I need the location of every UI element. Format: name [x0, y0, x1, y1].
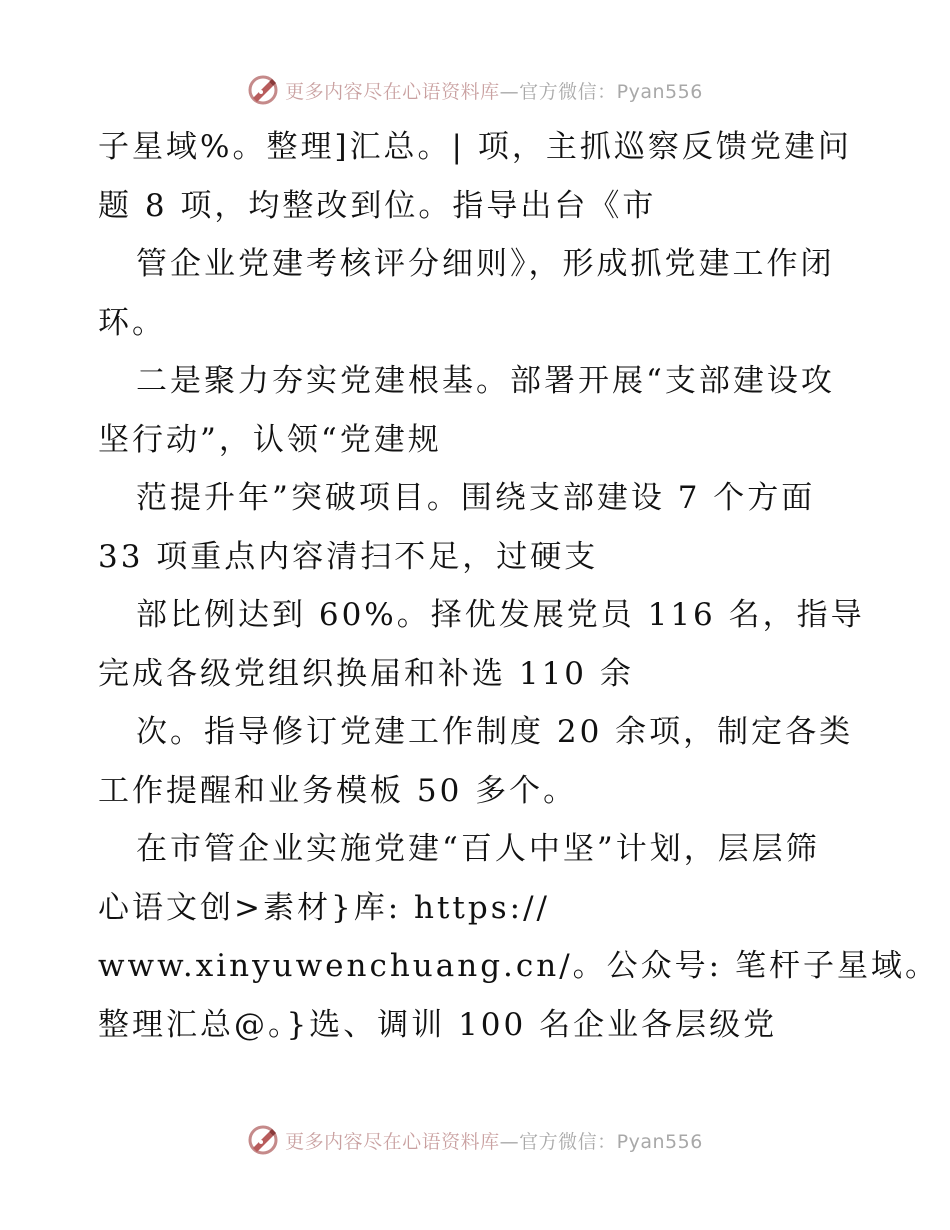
body-line: 坚行动”，认领“党建规 — [98, 421, 442, 458]
body-line: 心语文创>素材}库: https:// — [98, 889, 550, 926]
footer-watermark — [0, 1120, 950, 1160]
pen-nib-logo-icon — [247, 74, 279, 106]
body-line: 环。 — [98, 304, 166, 341]
body-line: www.xinyuwenchuang.cn/。公众号: 笔杆子星域。 — [98, 948, 939, 984]
body-line: 子星域%。整理]汇总。| 项，主抓巡察反馈党建问 — [98, 129, 852, 165]
body-line: 部比例达到 60%。择优发展党员 116 名，指导 — [136, 597, 865, 633]
body-line: 二是聚力夯实党建根基。部署开展“支部建设攻 — [136, 363, 835, 399]
header-watermark — [0, 70, 950, 110]
document-body — [98, 118, 939, 1054]
watermark-text — [285, 77, 703, 104]
body-line: 范提升年”突破项目。围绕支部建设 7 个方面 — [136, 480, 816, 516]
body-line: 次。指导修订党建工作制度 20 余项，制定各类 — [136, 714, 854, 750]
body-line: 33 项重点内容清扫不足，过硬支 — [98, 538, 599, 575]
watermark-wechat-text: 官方微信：Pyan556 — [519, 80, 703, 103]
body-line: 题 8 项，均整改到位。指导出台《市 — [98, 187, 657, 224]
body-line: 管企业党建考核评分细则》，形成抓党建工作闭 — [136, 246, 835, 282]
watermark-wechat-text: 官方微信：Pyan556 — [519, 1130, 703, 1153]
watermark-separator: — — [499, 80, 520, 103]
watermark-main-text: 更多内容尽在心语资料库 — [285, 1130, 500, 1153]
watermark-main-text: 更多内容尽在心语资料库 — [285, 80, 500, 103]
body-line: 在市管企业实施党建“百人中坚”计划，层层筛 — [136, 831, 820, 867]
body-line: 工作提醒和业务模板 50 多个。 — [98, 772, 578, 809]
watermark-text — [285, 1127, 703, 1154]
watermark-separator: — — [499, 1130, 520, 1153]
body-line: 整理汇总@。}选、调训 100 名企业各层级党 — [98, 1006, 778, 1043]
body-line: 完成各级党组织换届和补选 110 余 — [98, 655, 634, 692]
pen-nib-logo-icon — [247, 1124, 279, 1156]
